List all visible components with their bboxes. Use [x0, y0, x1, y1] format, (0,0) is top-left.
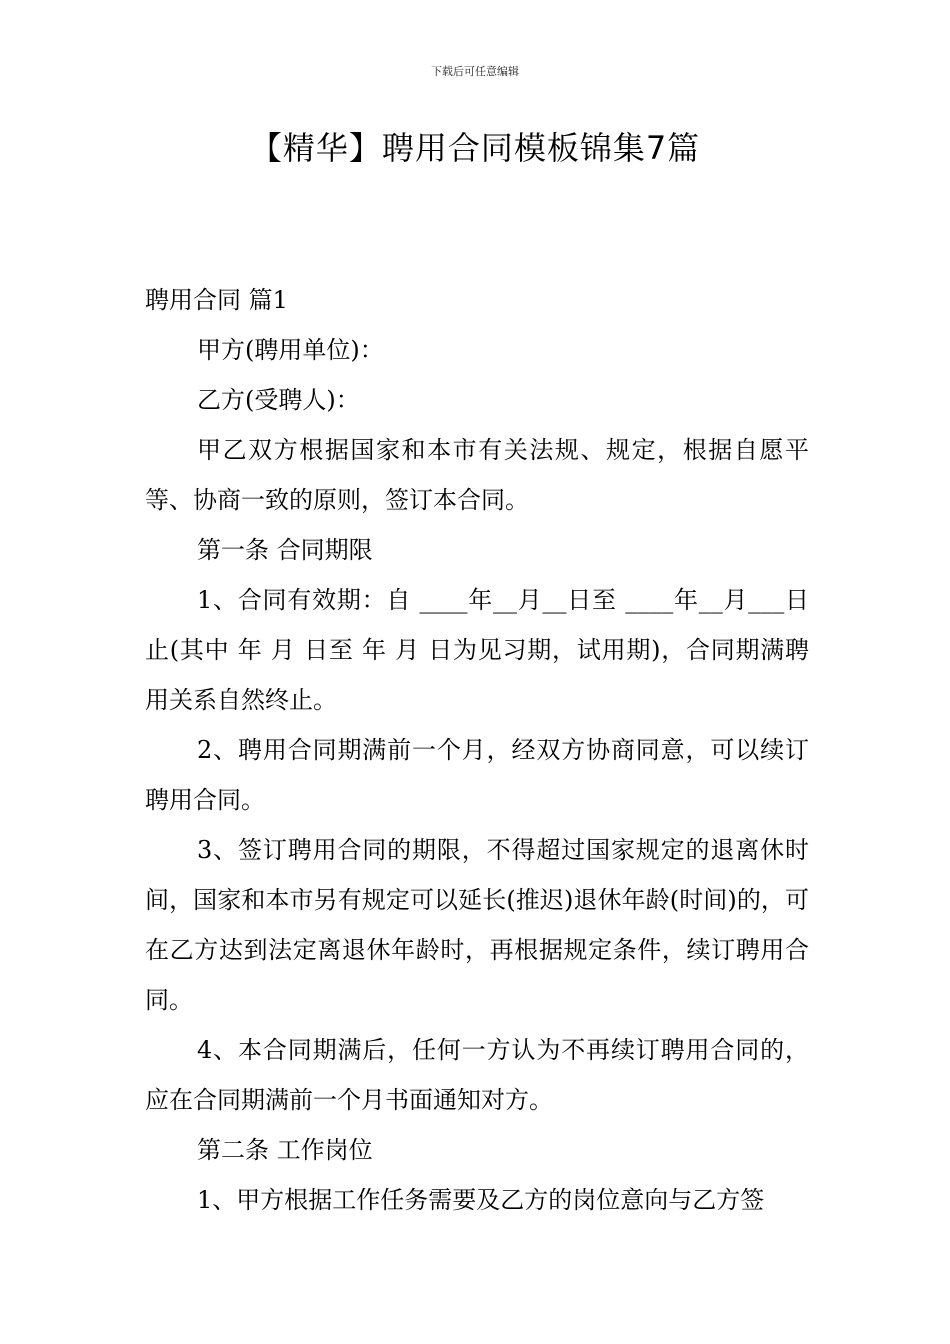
clause-paragraph: 1、甲方根据工作任务需要及乙方的岗位意向与乙方签	[197, 1186, 765, 1214]
clause-paragraph: 4、本合同期满后，任何一方认为不再续订聘用合同的，应在合同期满前一个月书面通知对方。	[145, 1036, 809, 1114]
clause-paragraph: 3、签订聘用合同的期限，不得超过国家规定的退离休时间，国家和本市另有规定可以延长(推迟)退休年龄(时间)的，可在乙方达到法定离退休年龄时，再根据规定条件，续订聘用合同。	[145, 836, 809, 1014]
header-note: 下载后可任意编辑	[431, 65, 519, 78]
clause-paragraph: 1、合同有效期：自 ____年__月__日至 ____年__月___日止(其中 年 月 日至 年 月 日为见习期，试用期)，合同期满聘用关系自然终止。	[145, 586, 809, 714]
party-a-line: 甲方(聘用单位)：	[197, 336, 384, 364]
article-heading: 第一条 合同期限	[197, 536, 373, 564]
party-b-line: 乙方(受聘人)：	[197, 386, 360, 414]
document-body	[145, 275, 809, 1225]
clause-paragraph: 2、聘用合同期满前一个月，经双方协商同意，可以续订聘用合同。	[145, 736, 809, 814]
article-heading: 第二条 工作岗位	[197, 1136, 373, 1164]
section-heading: 聘用合同 篇1	[145, 286, 288, 314]
document-title: 【精华】聘用合同模板锦集7篇	[249, 129, 701, 167]
preamble-paragraph: 甲乙双方根据国家和本市有关法规、规定，根据自愿平等、协商一致的原则，签订本合同。	[145, 436, 809, 514]
